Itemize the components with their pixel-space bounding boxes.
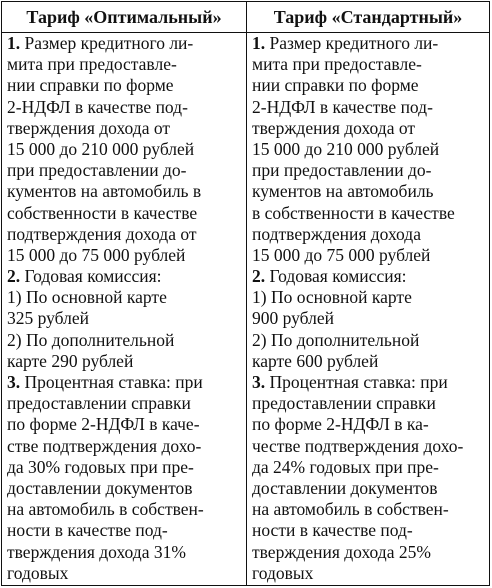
term-line bbox=[252, 245, 486, 266]
header-standard-tariff: Тариф «Стандартный» bbox=[273, 7, 463, 27]
term-line bbox=[7, 118, 243, 139]
term-line bbox=[7, 54, 243, 75]
term-line bbox=[7, 160, 243, 181]
term-line bbox=[252, 372, 486, 393]
table-body-row bbox=[2, 33, 489, 585]
item-number: 3. bbox=[7, 372, 21, 392]
term-text: нии справки по форме bbox=[252, 75, 419, 96]
term-line bbox=[7, 139, 243, 160]
term-line bbox=[252, 499, 486, 520]
term-line bbox=[7, 33, 243, 54]
term-text: собственности в качестве bbox=[7, 202, 198, 223]
item-number: 1. bbox=[252, 33, 266, 53]
term-text: предоставлении справки bbox=[7, 393, 191, 414]
term-line bbox=[7, 266, 243, 287]
term-line bbox=[252, 118, 486, 139]
term-text: предоставлении справки bbox=[252, 393, 436, 414]
term-text: карте 290 рублей bbox=[7, 350, 134, 371]
term-line bbox=[7, 351, 243, 372]
term-line bbox=[252, 478, 486, 499]
term-text: Годовая комиссия: bbox=[265, 266, 407, 287]
term-line bbox=[7, 181, 243, 202]
tariff-comparison-table bbox=[1, 1, 490, 586]
term-line bbox=[252, 160, 486, 181]
term-line bbox=[7, 478, 243, 499]
term-text: нии справки по форме bbox=[7, 75, 174, 96]
term-line bbox=[7, 393, 243, 414]
term-line bbox=[252, 287, 486, 308]
term-line bbox=[7, 330, 243, 351]
term-line bbox=[7, 203, 243, 224]
term-text: 1) По основной карте bbox=[252, 287, 412, 308]
term-text: мита при предоставле- bbox=[7, 54, 177, 75]
term-text: Годовая комиссия: bbox=[20, 266, 162, 287]
term-text: годовых bbox=[7, 562, 69, 583]
term-line bbox=[7, 245, 243, 266]
term-line bbox=[252, 224, 486, 245]
term-text: тверждения дохода от bbox=[252, 117, 416, 138]
term-text: Процентная ставка: при bbox=[265, 372, 448, 392]
term-text: Процентная ставка: при bbox=[20, 372, 203, 392]
term-line bbox=[7, 287, 243, 308]
term-text: стве подтверждения дохо- bbox=[7, 435, 202, 456]
term-line bbox=[7, 372, 243, 393]
term-text: 15 000 до 210 000 рублей bbox=[7, 138, 195, 159]
term-line bbox=[252, 54, 486, 75]
term-text: 2-НДФЛ в качестве под- bbox=[7, 96, 188, 117]
term-text: 15 000 до 75 000 рублей bbox=[7, 244, 186, 265]
term-text: 900 рублей bbox=[252, 308, 334, 329]
term-line bbox=[252, 414, 486, 435]
item-number: 1. bbox=[7, 33, 21, 53]
term-line bbox=[252, 330, 486, 351]
term-text: 325 рублей bbox=[7, 308, 89, 329]
term-text: годовых bbox=[252, 562, 314, 583]
optimal-tariff-terms bbox=[2, 33, 247, 585]
term-text: по форме 2-НДФЛ в каче- bbox=[7, 414, 200, 435]
term-line bbox=[252, 308, 486, 329]
term-text: кументов на автомобиль в bbox=[7, 181, 202, 202]
term-line bbox=[252, 181, 486, 202]
term-text: Размер кредитного ли- bbox=[265, 33, 439, 53]
item-number: 2. bbox=[7, 266, 21, 287]
term-text: ности в качестве под- bbox=[7, 520, 168, 541]
term-text: доставлении документов bbox=[252, 477, 438, 498]
item-number: 2. bbox=[252, 266, 266, 287]
standard-tariff-terms bbox=[247, 33, 489, 585]
header-optimal-tariff: Тариф «Оптимальный» bbox=[2, 2, 247, 32]
term-text: да 30% годовых при пре- bbox=[7, 456, 194, 477]
term-line bbox=[252, 436, 486, 457]
term-text: да 24% годовых при пре- bbox=[252, 456, 439, 477]
term-line bbox=[7, 436, 243, 457]
term-text: на автомобиль в собствен- bbox=[252, 499, 449, 520]
term-line bbox=[252, 542, 486, 563]
term-line bbox=[7, 308, 243, 329]
term-text: 2-НДФЛ в качестве под- bbox=[252, 96, 433, 117]
term-line bbox=[7, 97, 243, 118]
term-text: 15 000 до 210 000 рублей bbox=[252, 138, 440, 159]
term-line bbox=[7, 224, 243, 245]
term-line bbox=[252, 393, 486, 414]
term-line bbox=[252, 75, 486, 96]
term-text: в собственности в качестве bbox=[252, 202, 455, 223]
term-line bbox=[252, 520, 486, 541]
table-header-row bbox=[2, 2, 489, 33]
term-text: тверждения дохода 31% bbox=[7, 541, 186, 562]
term-line bbox=[7, 414, 243, 435]
term-line bbox=[7, 520, 243, 541]
term-line bbox=[252, 203, 486, 224]
term-text: Размер кредитного ли- bbox=[20, 33, 194, 53]
term-text: подтверждения дохода bbox=[252, 223, 421, 244]
term-line bbox=[252, 33, 486, 54]
term-text: при предоставлении до- bbox=[7, 160, 187, 181]
term-line bbox=[252, 563, 486, 584]
term-text: 2) По дополнительной bbox=[252, 329, 420, 350]
term-text: кументов на автомобиль bbox=[252, 181, 434, 202]
term-text: 2) По дополнительной bbox=[7, 329, 175, 350]
term-line bbox=[7, 75, 243, 96]
term-text: карте 600 рублей bbox=[252, 350, 379, 371]
term-line bbox=[7, 542, 243, 563]
term-text: честве подтверждения дохо- bbox=[252, 435, 464, 456]
term-text: на автомобиль в собствен- bbox=[7, 499, 204, 520]
term-line bbox=[7, 457, 243, 478]
term-text: 15 000 до 75 000 рублей bbox=[252, 244, 431, 265]
term-text: при предоставлении до- bbox=[252, 160, 432, 181]
term-text: ности в качестве под- bbox=[252, 520, 413, 541]
term-line bbox=[7, 563, 243, 584]
term-line bbox=[252, 457, 486, 478]
term-line bbox=[252, 266, 486, 287]
item-number: 3. bbox=[252, 372, 266, 392]
term-text: подтверждения дохода от bbox=[7, 223, 197, 244]
term-text: доставлении документов bbox=[7, 477, 193, 498]
term-line bbox=[7, 499, 243, 520]
term-text: тверждения дохода от bbox=[7, 117, 171, 138]
term-line bbox=[252, 139, 486, 160]
term-text: тверждения дохода 25% bbox=[252, 541, 431, 562]
term-text: 1) По основной карте bbox=[7, 287, 167, 308]
term-text: по форме 2-НДФЛ в ка- bbox=[252, 414, 429, 435]
term-line bbox=[252, 351, 486, 372]
term-line bbox=[252, 97, 486, 118]
term-text: мита при предоставле- bbox=[252, 54, 422, 75]
